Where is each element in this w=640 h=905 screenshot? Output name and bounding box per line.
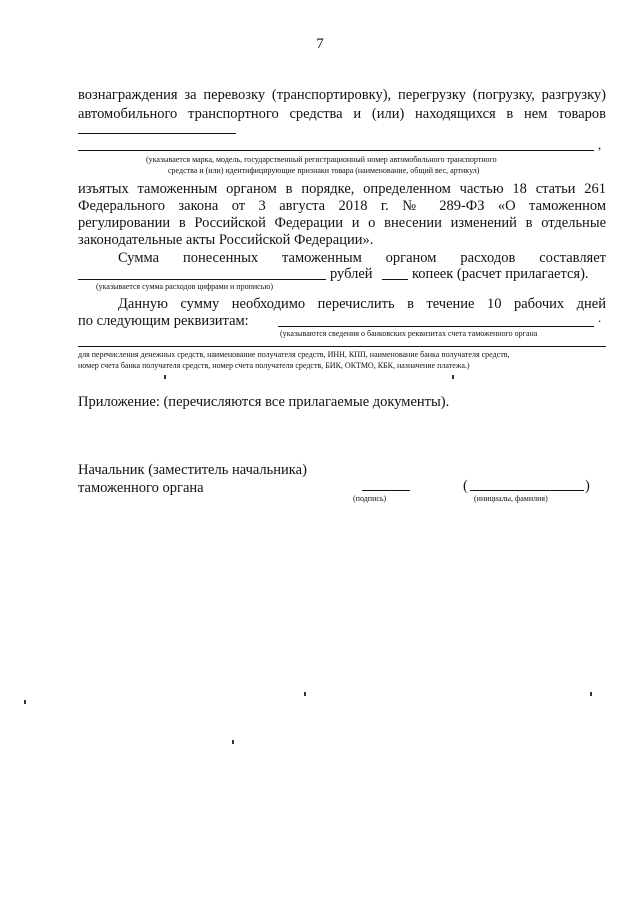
fill-line-bank [278,326,594,327]
scan-mark [24,700,26,704]
hint-bank-line-2: для перечисления денежных средств, наименование получателя средств, ИНН, КПП, наименование банка получателя средств, [78,350,510,359]
kop-label: копеек (расчет прилагается). [412,266,589,282]
scan-mark [590,692,592,696]
text-line-1: вознаграждения за перевозку (транспортировку), перегрузку (погрузку, разгрузку) [78,87,606,103]
hint-vehicle-line-1: (указывается марка, модель, государственный регистрационный номер автомобильного транспортного [146,155,497,164]
fill-line-kop [382,279,408,280]
fill-line-vehicle [78,150,594,151]
comma: , [598,137,602,152]
paren-close: ) [585,478,590,494]
name-label: (инициалы, фамилия) [474,494,548,503]
chief-title-line-1: Начальник (заместитель начальника) [78,462,307,478]
paren-open: ( [463,478,468,494]
hint-bank-line-1: (указываются сведения о банковских реквизитах счета таможенного органа [280,329,538,338]
fill-line-sum [78,279,326,280]
text-line-4: Федерального закона от 3 августа 2018 г. № 289-ФЗ «О таможенном [78,198,606,214]
name-line [470,490,584,491]
fill-line-bank-2 [78,346,606,347]
scan-mark [232,740,234,744]
signature-line [362,490,410,491]
period: . [598,310,602,325]
scan-mark [164,375,166,379]
rub-label: рублей [330,266,373,282]
scan-mark [304,692,306,696]
hint-sum: (указывается сумма расходов цифрами и прописью) [96,282,273,291]
text-line-10: по следующим реквизитам: [78,313,249,329]
scan-mark [452,375,454,379]
text-line-9: Данную сумму необходимо перечислить в течение 10 рабочих дней [118,296,606,312]
fill-line-goods [78,133,236,134]
text-line-6: законодательные акты Российской Федерации». [78,232,374,248]
attachment-line: Приложение: (перечисляются все прилагаемые документы). [78,394,450,410]
signature-label: (подпись) [353,494,387,503]
text-line-2: автомобильного транспортного средства и (или) находящихся в нем товаров [78,106,606,122]
page-number: 7 [316,36,324,52]
chief-title-line-2: таможенного органа [78,480,204,496]
text-line-7: Сумма понесенных таможенным органом расходов составляет [118,250,606,266]
text-line-3: изъятых таможенным органом в порядке, определенном частью 18 статьи 261 [78,181,606,197]
hint-vehicle-line-2: средства и (или) идентифицирующие признаки товара (наименование, общий вес, артикул) [168,166,480,175]
text-line-5: регулировании в Российской Федерации и о внесении изменений в отдельные [78,215,606,231]
hint-bank-line-3: номер счета банка получателя средств, номер счета получателя средств, БИК, ОКТМО, КБК, назначение платежа.) [78,361,470,370]
